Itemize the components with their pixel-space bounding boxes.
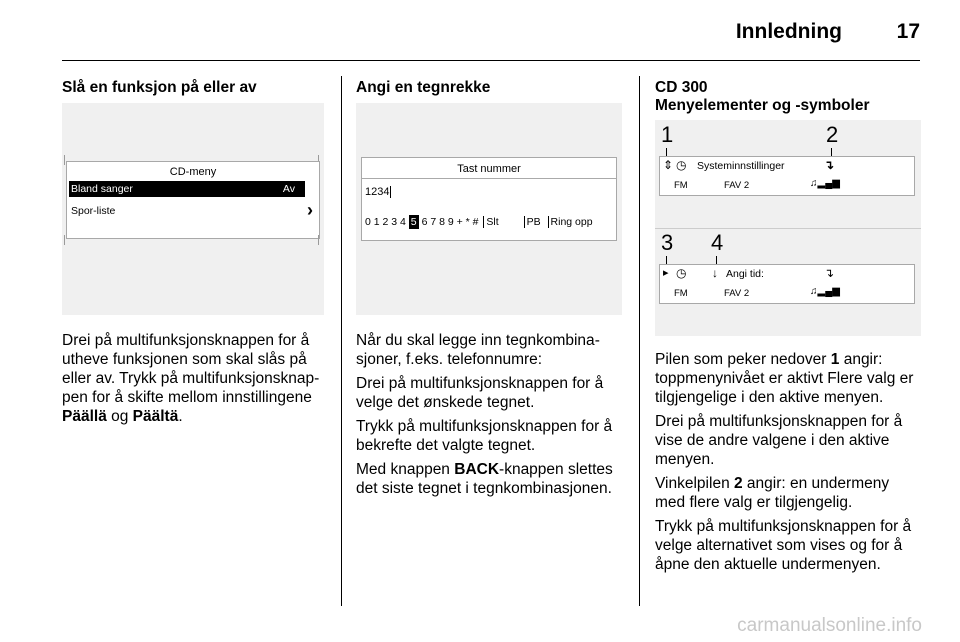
text: angir: en undermeny med flere valg er tilgjengelig.: [655, 475, 890, 511]
menu-label: Angi tid:: [726, 268, 764, 280]
callout-ref: 1: [830, 351, 840, 368]
submenu-arrow-icon: ↴: [824, 158, 835, 172]
col3-heading-2: Menyelementer og -symboler: [655, 97, 870, 114]
callout-3: 3: [661, 230, 674, 255]
screen-title: Tast nummer: [457, 163, 521, 175]
band-label: FM: [674, 180, 688, 191]
menu-item-value: Av: [282, 183, 295, 195]
clock-icon: ◷: [676, 158, 687, 172]
favourite-label: FAV 2: [724, 180, 750, 191]
down-arrow-icon: ↓: [712, 266, 718, 280]
text: og: [106, 408, 133, 425]
section-title: Innledning: [735, 20, 842, 43]
menu-label: Systeminnstillinger: [697, 160, 785, 172]
up-down-arrow-icon: ⇕: [663, 158, 674, 172]
paragraph: Drei på multifunksjonsknappen for å vise de andre valgene i den aktive menyen.: [655, 413, 903, 468]
title-rule: [362, 178, 616, 179]
col3-text: [655, 350, 923, 579]
selected-char: 5: [410, 216, 417, 228]
chevron-right-icon: ›: [307, 200, 313, 220]
music-signal-icon: ♫▂▄▆: [810, 178, 840, 189]
column-divider: [341, 76, 342, 606]
clock-icon: ◷: [676, 266, 687, 280]
text: -knappen slettes det siste tegnet i tegnkombinasjonen.: [356, 461, 613, 497]
dial-number-screen: [361, 157, 617, 241]
music-signal-icon: ♫▂▄▆: [810, 286, 840, 297]
watermark: carmanualsonline.info: [737, 615, 922, 636]
paragraph: Drei på multifunksjonsknappen for å velge det ønskede tegnet.: [356, 375, 604, 411]
entry-text: 1234: [365, 186, 390, 198]
col2-heading: Angi en tegnrekke: [356, 79, 491, 96]
page-number: 17: [896, 20, 920, 43]
menu-screen-2: [659, 264, 915, 304]
header-rule: [62, 60, 920, 61]
col1-paragraph: [62, 331, 326, 426]
paragraph: Trykk på multifunksjonsknappen for å velge alternativet som vises og for å åpne den aktuelle undermenyen.: [655, 518, 912, 573]
callout-4: 4: [711, 230, 724, 255]
number-entry: [365, 186, 395, 198]
screen-title: CD-meny: [169, 166, 217, 178]
figure-separator: [655, 228, 921, 229]
menu-item-spor-liste: [69, 200, 315, 220]
frame-tick: [64, 235, 65, 245]
menu-item-label: Bland sanger: [71, 183, 133, 195]
chars: 6 7 8 9 + * #: [421, 216, 479, 228]
phonebook-option: PB: [524, 216, 541, 228]
paragraph: Trykk på multifunksjonsknappen for å bekrefte det valgte tegnet.: [356, 418, 613, 454]
button-name: BACK: [454, 461, 500, 478]
menu-screen-1: [659, 156, 915, 196]
option-on: Päällä: [62, 408, 107, 425]
dial-number-figure: [356, 103, 622, 315]
paragraph: [655, 350, 923, 407]
text: Pilen som peker nedover: [655, 351, 831, 368]
column-divider: [639, 76, 640, 606]
option-off: Päältä: [132, 408, 179, 425]
text: Drei på multifunksjonsknappen for å utheve funksjonen som skal slås på eller av. Trykk på multifunksjonsknappen for å skifte mellom innstillingene: [62, 332, 320, 406]
text: Vinkelpilen: [655, 475, 734, 492]
frame-tick: [318, 235, 319, 245]
col2-text: [356, 331, 622, 503]
cd-menu-screen: [66, 161, 320, 239]
text-cursor: [390, 186, 394, 198]
call-option: Ring opp: [548, 216, 593, 228]
menu-symbols-figure: [655, 120, 921, 336]
menu-item-bland-sanger: [69, 181, 305, 197]
page-header: [0, 0, 960, 62]
paragraph: [356, 460, 622, 498]
col1-heading: Slå en funksjon på eller av: [62, 79, 257, 96]
callout-1: 1: [661, 122, 674, 147]
submenu-arrow-icon: ↴: [824, 266, 835, 280]
favourite-label: FAV 2: [724, 288, 750, 299]
paragraph: [655, 474, 923, 512]
callout-ref: 2: [734, 475, 743, 492]
character-row: [365, 216, 593, 228]
text: Med knappen: [356, 461, 455, 478]
text: .: [178, 408, 183, 425]
callout-2: 2: [826, 122, 839, 147]
menu-item-label: Spor-liste: [71, 205, 116, 217]
col3-heading-1: CD 300: [655, 79, 708, 96]
delete-option: Slt: [483, 216, 498, 228]
frame-tick: [64, 155, 65, 165]
chars: 0 1 2 3 4: [365, 216, 406, 228]
band-label: FM: [674, 288, 688, 299]
cd-menu-figure: [62, 103, 324, 315]
right-arrow-icon: ▸: [663, 267, 669, 279]
paragraph: Når du skal legge inn tegnkombinasjoner, f.eks. telefonnumre:: [356, 332, 600, 368]
text: angir: toppmenynivået er aktivt Flere valg er tilgjengelige i den aktive menyen.: [655, 351, 914, 406]
